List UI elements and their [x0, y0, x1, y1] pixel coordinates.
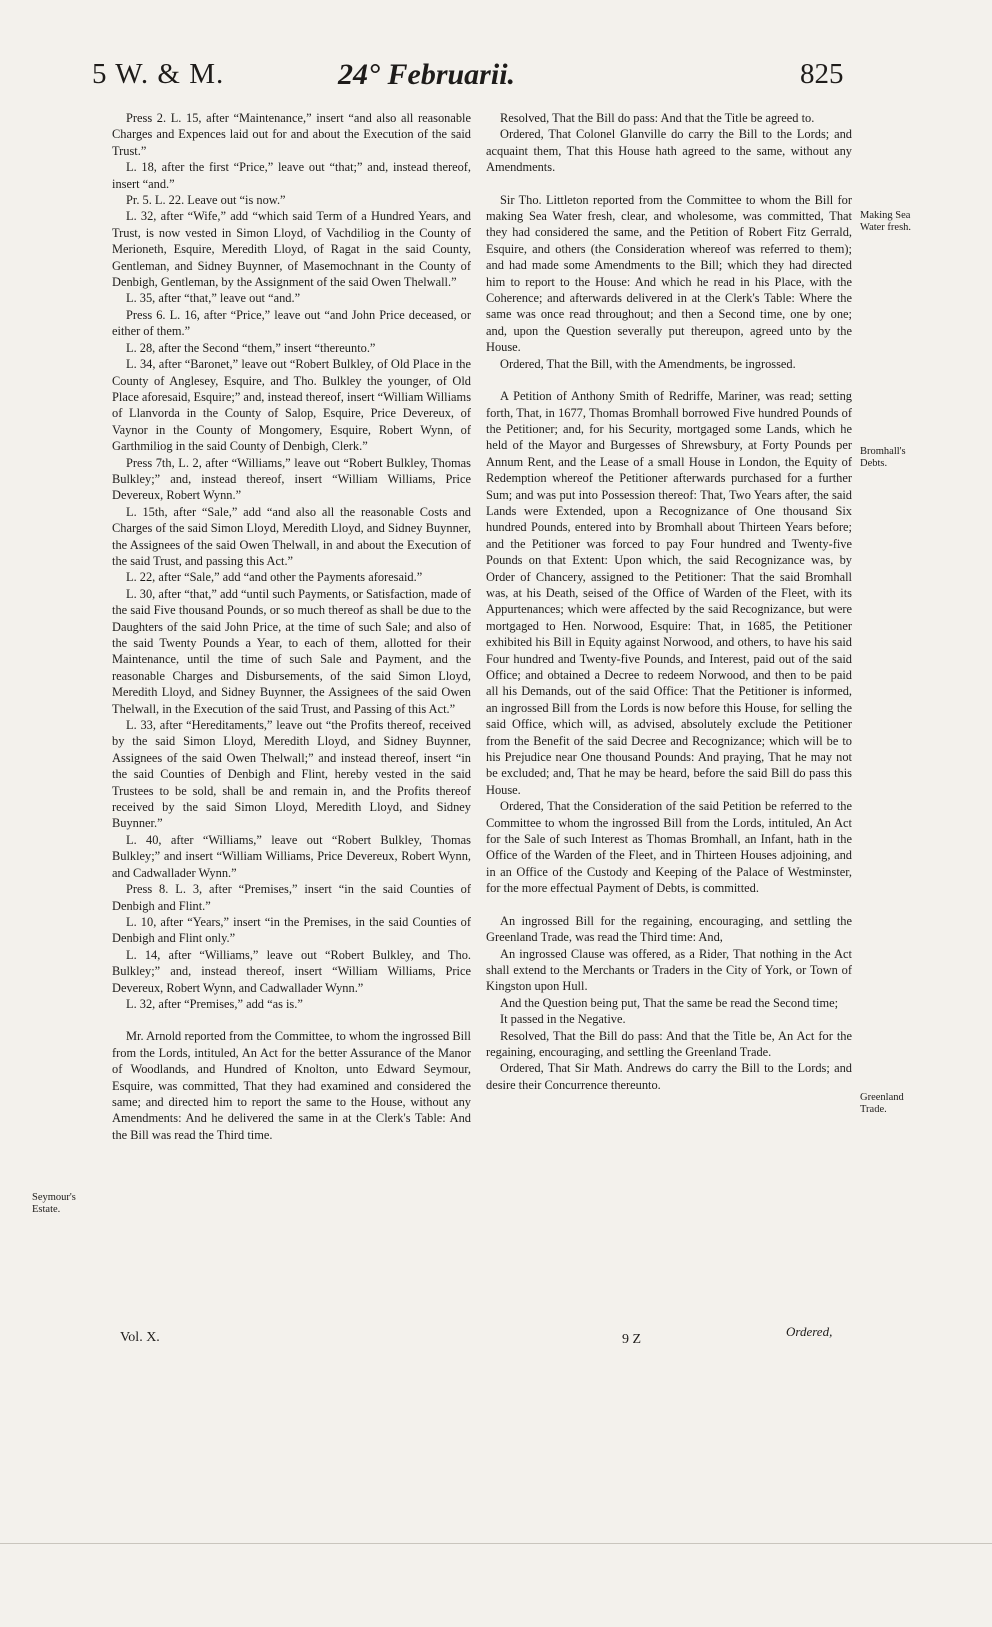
- paragraph: And the Question being put, That the same be read the Second time;: [500, 995, 839, 1010]
- margin-note-seymour: Seymour's Estate.: [32, 1192, 76, 1215]
- margin-note-sea-water: Making Sea Water fresh.: [860, 210, 912, 233]
- page-number: 825: [800, 58, 844, 90]
- paragraph: Ordered, That the Consideration of the said Petition be referred to the Committee to whom the ingrossed Bill from the Lords, intituled, An Act for the Sale of such Interest as Thomas Bromhall, an Infant, hath in the Office of the Warden of the Fleet, and in Thirteen Houses adjoining, and in an Office of the Custody and Keeping of the Palace of Westminster, for the more effectual Payment of Debts, is committed.: [486, 799, 852, 896]
- paragraph: Resolved, That the Bill do pass: And that the Title be agreed to.: [500, 111, 815, 125]
- scan-edge-line: [0, 1543, 992, 1544]
- paragraph-greenland-bill: An ingrossed Bill for the regaining, encouraging, and settling the Greenland Trade, was read the Third time: And,: [486, 913, 852, 945]
- paragraph: Pr. 5. L. 22. Leave out “is now.”: [126, 193, 286, 208]
- paragraph: L. 28, after the Second “them,” insert “thereunto.”: [126, 340, 376, 355]
- left-column: [112, 110, 471, 1143]
- paragraph: Press 2. L. 15, after “Maintenance,” insert “and also all reasonable Charges and Expences laid out for and about the Execution of the said Trust.”: [112, 111, 471, 158]
- paragraph: L. 40, after “Williams,” leave out “Robert Bulkley, Thomas Bulkley;” and insert “William Williams, Price Devereux, Robert Wynn, and Cadwallader Wynn.”: [112, 832, 471, 880]
- paragraph: L. 22, after “Sale,” add “and other the Payments aforesaid.”: [126, 570, 423, 585]
- paragraph-sea-water-report: Sir Tho. Littleton reported from the Committee to whom the Bill for making Sea Water fresh, clear, and wholesome, was committed, That they had considered the same, and the Petition of Robert Fitz Gerrald, Esquire, and others (the Consideration whereof was referred to them); and had made some Amendments to the Bill; which they had directed him to report to the House: And which he read in his Place, with the Coherence; and afterwards delivered in at the Clerk's Table: Where the same was once read throughout; and then a Second time, one by one; and, upon the Question severally put thereupon, agreed unto by the House.: [486, 192, 852, 355]
- page-date: 24° Februarii.: [338, 58, 516, 91]
- paragraph: Ordered, That Colonel Glanville do carry the Bill to the Lords; and acquaint them, That this House hath agreed to the same, without any Amendments.: [486, 127, 852, 175]
- right-column: [486, 110, 852, 1093]
- margin-note-bromhall: Bromhall's Debts.: [860, 446, 906, 469]
- volume-number: Vol. X.: [120, 1330, 160, 1345]
- paragraph: L. 34, after “Baronet,” leave out “Robert Bulkley, of Old Place in the County of Anglesey, Esquire, and Tho. Bulkley the younger, of Old Place aforesaid, Esquire;” and, instead thereof, insert “William Williams of Llanvorda in the County of Salop, Esquire, Price Devereux, of Vaynor in the County of Mongomery, Esquire, Robert Wynn, of Garthmiliog in the said County of Denbigh, Clerk.”: [112, 357, 472, 454]
- paragraph: L. 15th, after “Sale,” add “and also all the reasonable Costs and Charges of the said Simon Lloyd, Meredith Lloyd, and Sidney Buynner, the Assignees of the said Owen Thelwall, in and about the Execution of the said Trust, and passing this Act.”: [112, 504, 471, 568]
- paragraph: Press 7th, L. 2, after “Williams,” leave out “Robert Bulkley, Thomas Bulkley;” and, instead thereof, insert “William Williams, Price Devereux, Robert Wynn.”: [112, 455, 471, 503]
- paragraph: L. 33, after “Hereditaments,” leave out “the Profits thereof, received by the said Simon Lloyd, Meredith Lloyd, and Sidney Buynner, Assignees of the said Owen Thelwall;” and instead thereof, insert “in the said Counties of Denbigh and Flint, hereby vested in the said Trustees to be sold, shall be and remain in, and the Profits thereof received by the said Simon Lloyd, Meredith Lloyd, and Sidney Buynner.”: [112, 718, 471, 831]
- signature-mark: 9 Z: [622, 1332, 642, 1347]
- catchword: Ordered,: [786, 1324, 833, 1339]
- paragraph: L. 32, after “Wife,” add “which said Term of a Hundred Years, and Trust, is now vested in Simon Lloyd, of Vachdiliog in the County of Merioneth, Esquire, Meredith Lloyd, of Ragat in the said County, Gentleman, and Sidney Buynner, of Masemochnant in the County of Denbigh, Gentleman, by the Assignment of the said Owen Thelwall.”: [112, 209, 471, 290]
- paragraph: L. 14, after “Williams,” leave out “Robert Bulkley, and Tho. Bulkley;” and, instead thereof, insert “William Williams, Price Devereux, Robert Wynn, and Cadwallader Wynn.”: [112, 947, 471, 995]
- paragraph: L. 32, after “Premises,” add “as is.”: [126, 996, 303, 1011]
- paragraph: Resolved, That the Bill do pass: And that the Title be, An Act for the regaining, encouraging, and settling the Greenland Trade.: [486, 1028, 852, 1059]
- page-header: [0, 58, 992, 108]
- margin-note-greenland: Greenland Trade.: [860, 1092, 904, 1115]
- paragraph: L. 18, after the first “Price,” leave out “that;” and, instead thereof, insert “and.”: [112, 160, 471, 191]
- paragraph: L. 35, after “that,” leave out “and.”: [126, 291, 301, 306]
- regnal-year: 5 W. & M.: [92, 58, 225, 90]
- paragraph-seymour-report: Mr. Arnold reported from the Committee, to whom the ingrossed Bill from the Lords, intituled, An Act for the better Assurance of the Manor of Woodlands, and Hundred of Knolton, unto Edward Seymour, Esquire, was committed, That they had examined and considered the same; and directed him to report the same to the House, without any Amendments: And he delivered the same in at the Clerk's Table: And the Bill was read the Third time.: [112, 1029, 471, 1142]
- paragraph: Press 8. L. 3, after “Premises,” insert “in the said Counties of Denbigh and Flint.”: [112, 882, 471, 913]
- paragraph-bromhall-petition: A Petition of Anthony Smith of Redriffe, Mariner, was read; setting forth, That, in 1677, Thomas Bromhall borrowed Five hundred Pounds of the Petitioner; and, for his Security, mortgaged some Lands, which he held of the Mayor and Burgesses of Shrewsbury, at Forty Pounds per Annum Rent, and the Lease of a small House in London, the Equity of Redemption whereof the Petitioner afterwards purchased for a further Sum; and was put into Possession thereof: That, Two Years after, the said Lands were Extended, upon a Recognizance of One thousand Six hundred Pounds, entered into by Bromhall about Thirteen Years before; and the Petitioner was forced to pay Four hundred and Twenty-five Pounds on that Extent: Upon which, the said Recognizance was, by Order of Chancery, assigned to the Petitioner: That the said Bromhall was, at his Death, seised of the Office of Warden of the Fleet, with its Appurtenances; which were affected by the said Recognizance, but were mortgaged to Hen. Norwood, Esquire: That, in 1685, the Petitioner exhibited his Bill in Equity against Norwood, and others, to have his said Four hundred and Twenty-five Pounds, and Interest, paid out of the said Office; and obtained a Decree to redeem Norwood, and then to be paid all his Demands, out of the said Office: That the Petitioner is informed, an ingrossed Bill from the Lords is now before this House, for selling the said Office, which will, as advised, absolutely exclude the Petitioner from the Benefit of the said Decree and Recognizance; which will be to his Prejudice near One thousand Pounds: And praying, That he may not be excluded; and, That he may be heard, before the said Bill do pass this House.: [486, 389, 852, 797]
- paragraph: Press 6. L. 16, after “Price,” leave out “and John Price deceased, or either of them.”: [112, 307, 471, 339]
- paragraph: Ordered, That the Bill, with the Amendments, be ingrossed.: [500, 356, 796, 371]
- paragraph: L. 30, after “that,” add “until such Payments, or Satisfaction, made of the said Five thousand Pounds, or so much thereof as shall be due to the Daughters of the said John Price, at the time of such Sale; and also of the said Twenty Pounds a Year, to each of them, allotted for their Maintenance, until the time of such Sale and Payment, and the reasonable Charges and Disbursements, of the said Simon Lloyd, Meredith Lloyd, and Sidney Buynner, the Assignees of the said Owen Thelwall, in the Execution of the said Trust, and Passing of this Act.”: [112, 586, 471, 716]
- paragraph: Ordered, That Sir Math. Andrews do carry the Bill to the Lords; and desire their Concurrence thereunto.: [486, 1061, 852, 1092]
- paragraph: L. 10, after “Years,” insert “in the Premises, in the said Counties of Denbigh and Flint only.”: [112, 914, 471, 946]
- paragraph: It passed in the Negative.: [500, 1012, 626, 1027]
- paragraph: An ingrossed Clause was offered, as a Rider, That nothing in the Act shall extend to the Merchants or Traders in the City of York, or Town of Kingston upon Hull.: [486, 946, 852, 994]
